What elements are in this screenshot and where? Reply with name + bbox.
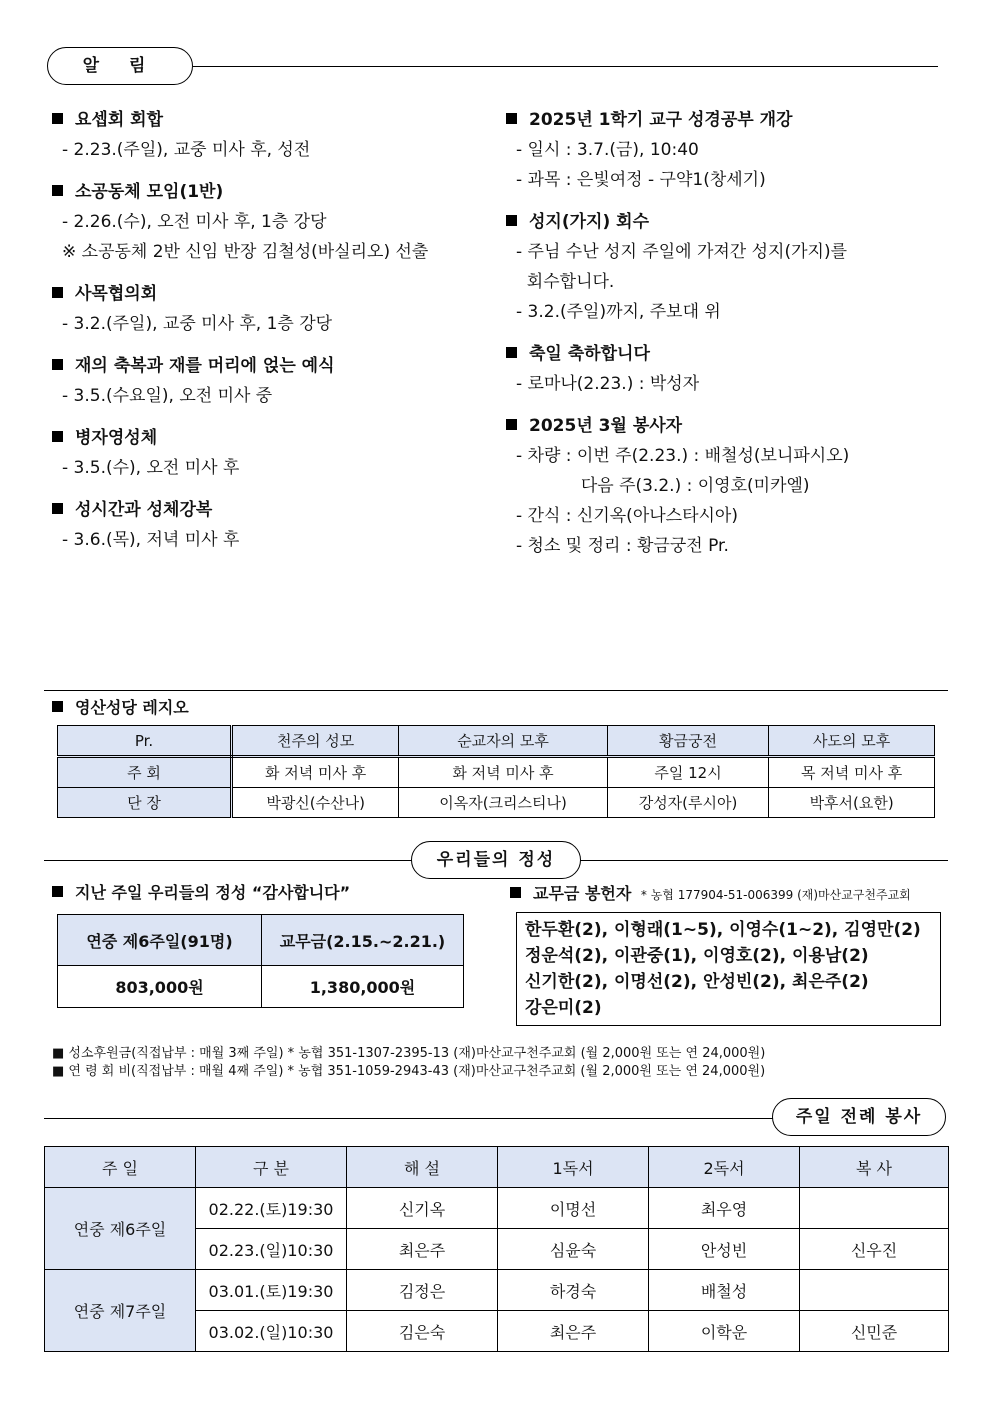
table-cell: 목 저녁 미사 후 [769,757,935,788]
square-bullet-icon [52,185,63,196]
square-bullet-icon [506,113,517,124]
sunday-cell: 연중 제7주일 [45,1270,196,1352]
table-cell: 박후서(요한) [769,788,935,818]
notice-line: - 3.2.(주일)까지, 주보대 위 [516,302,721,322]
table-header-cell: 1독서 [498,1147,649,1188]
table-cell: 02.22.(토)19:30 [196,1188,347,1229]
donor-line: 신기한(2), 이명선(2), 안성빈(2), 최은주(2) [525,972,869,992]
service-header [772,1098,946,1136]
service-table [44,1146,949,1352]
offering-header-label: 우리들의 정성 [436,850,556,870]
square-bullet-icon [52,359,63,370]
legio-title: 영산성당 레지오 [52,697,189,719]
donor-line: 정운석(2), 이관중(1), 이영호(2), 이용남(2) [525,946,869,966]
table-cell: 신기옥 [347,1188,498,1229]
divider [44,1118,774,1119]
notice-line: - 차량 : 이번 주(2.23.) : 배철성(보니파시오) [516,446,850,466]
notice-item [52,499,502,551]
square-bullet-icon [506,419,517,430]
table-cell: 단 장 [58,788,232,818]
table-cell: 배철성 [649,1270,800,1311]
notice-line: 회수합니다. [516,272,615,292]
divider [44,690,948,691]
offering-right-title: 교무금 봉헌자 * 농협 177904-51-006399 (재)마산교구천주교회 [510,883,911,906]
table-cell: 화 저녁 미사 후 [399,757,607,788]
notice-line: - 로마나(2.23.) : 박성자 [516,374,700,394]
table-cell: 김정은 [347,1270,498,1311]
notice-line: - 2.26.(수), 오전 미사 후, 1층 강당 [62,212,327,232]
square-bullet-icon [510,887,521,898]
square-bullet-icon [52,431,63,442]
notice-item [52,283,502,335]
table-cell: 강성자(루시아) [607,788,769,818]
table-header-cell: 해 설 [347,1147,498,1188]
table-row [58,966,464,1008]
table-row [58,788,935,818]
notice-item [506,211,956,323]
notice-line: - 청소 및 정리 : 황금궁전 Pr. [516,536,729,556]
table-row [45,1188,949,1229]
notice-line: - 3.6.(목), 저녁 미사 후 [62,530,240,550]
offering-left-title: 지난 주일 우리들의 정성 “감사합니다” [52,882,350,904]
square-bullet-icon [506,347,517,358]
notice-title: 2025년 1학기 교구 성경공부 개강 [529,110,793,130]
square-bullet-icon [52,503,63,514]
table-cell: 안성빈 [649,1229,800,1270]
notice-line: - 3.5.(수요일), 오전 미사 중 [62,386,273,406]
notice-line: - 2.23.(주일), 교중 미사 후, 성전 [62,140,311,160]
notice-title: 요셉회 회합 [75,110,164,130]
table-cell [800,1270,949,1311]
square-bullet-icon [506,215,517,226]
notice-item [506,343,956,395]
notice-title: 소공동체 모임(1반) [75,182,224,202]
table-cell: 최우영 [649,1188,800,1229]
notice-left-column [52,109,502,559]
table-cell: 사도의 모후 [769,726,935,757]
notice-title: 2025년 3월 봉사자 [529,416,683,436]
table-row [45,1147,949,1188]
table-cell: 박광신(수산나) [232,788,399,818]
sunday-cell: 연중 제6주일 [45,1188,196,1270]
table-cell: 김은숙 [347,1311,498,1352]
notice-title: 성시간과 성체강복 [75,500,213,520]
notice-item [52,109,502,161]
footnote: ■ 연 령 회 비(직접납부 : 매월 4째 주일) * 농협 351-1059-2943-43 (재)마산교구천주교회 (월 2,000원 또는 연 24,000원) [52,1064,766,1079]
notice-header [47,47,193,85]
table-cell: 03.01.(토)19:30 [196,1270,347,1311]
table-row [58,726,935,757]
table-cell: 최은주 [498,1311,649,1352]
notice-line: - 간식 : 신기옥(아나스타시아) [516,506,738,526]
table-cell: 이학운 [649,1311,800,1352]
table-cell: 최은주 [347,1229,498,1270]
table-cell: 천주의 성모 [232,726,399,757]
notice-title: 재의 축복과 재를 머리에 얹는 예식 [75,356,335,376]
donor-line: 강은미(2) [525,998,602,1018]
notice-title: 병자영성체 [75,428,158,448]
table-cell: 심윤숙 [498,1229,649,1270]
table-header-cell: 주 일 [45,1147,196,1188]
divider [193,66,938,67]
table-cell: 1,380,000원 [262,966,464,1008]
donor-line: 한두환(2), 이형래(1~5), 이영수(1~2), 김영만(2) [525,920,921,940]
table-cell: 주 회 [58,757,232,788]
table-cell: 화 저녁 미사 후 [232,757,399,788]
service-header-label: 주일 전례 봉사 [795,1107,923,1127]
table-cell: 이옥자(크리스티나) [399,788,607,818]
notice-title: 축일 축하합니다 [529,344,650,364]
table-cell: 02.23.(일)10:30 [196,1229,347,1270]
table-row [45,1270,949,1311]
table-cell: 03.02.(일)10:30 [196,1311,347,1352]
notice-item [52,427,502,479]
offering-table [57,914,464,1008]
table-row [58,915,464,966]
notice-line: ※ 소공동체 2반 신임 반장 김철성(바실리오) 선출 [62,242,429,262]
table-cell: 신민준 [800,1311,949,1352]
notice-title: 사목협의회 [75,284,158,304]
notice-line: - 3.2.(주일), 교중 미사 후, 1층 강당 [62,314,333,334]
notice-line: - 3.5.(수), 오전 미사 후 [62,458,240,478]
table-cell [800,1188,949,1229]
notice-header-label: 알 림 [82,56,158,76]
notice-item [52,181,502,263]
table-header-cell: 복 사 [800,1147,949,1188]
table-cell: 803,000원 [58,966,262,1008]
table-cell: 신우진 [800,1229,949,1270]
table-header-cell: 구 분 [196,1147,347,1188]
footnote: ■ 성소후원금(직접납부 : 매월 3째 주일) * 농협 351-1307-2395-13 (재)마산교구천주교회 (월 2,000원 또는 연 24,000원) [52,1046,766,1061]
table-cell: 하경숙 [498,1270,649,1311]
notice-item [506,415,956,557]
square-bullet-icon [52,886,63,897]
notice-item [506,109,956,191]
square-bullet-icon [52,701,63,712]
table-cell: 순교자의 모후 [399,726,607,757]
legio-table [57,725,935,818]
square-bullet-icon [52,113,63,124]
bank-account-note: * 농협 177904-51-006399 (재)마산교구천주교회 [640,888,911,902]
notice-line: - 일시 : 3.7.(금), 10:40 [516,140,699,160]
table-cell: 주일 12시 [607,757,769,788]
table-header-cell: 2독서 [649,1147,800,1188]
table-cell: 연중 제6주일(91명) [58,915,262,966]
notice-right-column [506,109,956,565]
notice-line: 다음 주(3.2.) : 이영호(미카엘) [516,476,810,496]
notice-line: - 주님 수난 성지 주일에 가져간 성지(가지)를 [516,242,847,262]
table-cell: 황금궁전 [607,726,769,757]
table-row [58,757,935,788]
offering-header [411,841,581,879]
notice-item [52,355,502,407]
notice-title: 성지(가지) 회수 [529,212,649,232]
square-bullet-icon [52,287,63,298]
table-cell: 이명선 [498,1188,649,1229]
table-cell: 교무금(2.15.~2.21.) [262,915,464,966]
donor-list [516,912,941,1026]
table-cell: Pr. [58,726,232,757]
notice-line: - 과목 : 은빛여정 - 구약1(창세기) [516,170,766,190]
